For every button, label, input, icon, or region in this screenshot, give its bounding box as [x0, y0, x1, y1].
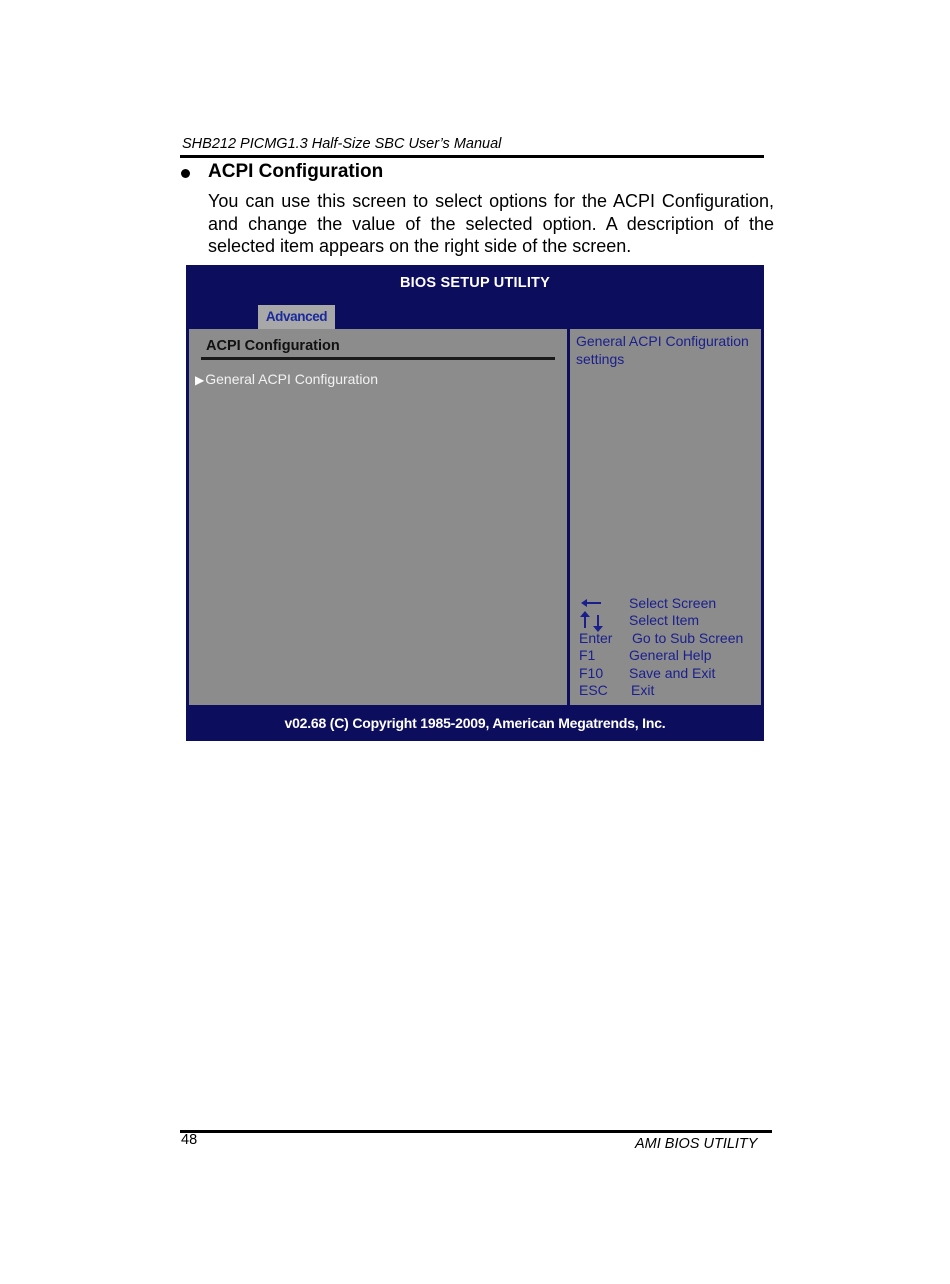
menu-item-label: General ACPI Configuration [205, 371, 378, 387]
submenu-arrow-icon: ▶ [195, 373, 205, 387]
manual-header-title: SHB212 PICMG1.3 Half-Size SBC User’s Manual [182, 136, 502, 152]
key-name: Enter [579, 629, 613, 646]
key-name: F1 [579, 647, 596, 664]
intro-paragraph: You can use this screen to select options for the ACPI Configuration, and change the value of the selected option. A description of the selected item appears on the right side of the screen. [208, 191, 774, 256]
key-description: Save and Exit [629, 664, 716, 681]
key-row [579, 647, 761, 664]
key-name: F10 [579, 664, 604, 681]
key-row [579, 612, 761, 629]
footer-rule [180, 1130, 772, 1133]
bios-screenshot [186, 265, 764, 741]
key-row [579, 665, 761, 682]
panel-heading-rule [201, 357, 555, 360]
menu-item-general-acpi-configuration[interactable] [195, 371, 378, 387]
key-description: Select Item [629, 612, 700, 629]
help-description: General ACPI Configuration settings [576, 333, 749, 367]
key-row [579, 630, 761, 647]
page-number: 48 [181, 1132, 198, 1148]
bios-main-panel [189, 329, 567, 705]
key-legend [579, 595, 761, 699]
bios-title: BIOS SETUP UTILITY [400, 275, 550, 291]
key-description: General Help [629, 647, 712, 664]
key-description: Go to Sub Screen [632, 629, 744, 646]
key-row [579, 682, 761, 699]
panel-heading: ACPI Configuration [206, 338, 340, 354]
key-description: Select Screen [629, 595, 717, 611]
bios-help-panel [570, 329, 761, 705]
key-name: ESC [579, 681, 608, 698]
bullet-icon [181, 169, 190, 178]
footer-title: AMI BIOS UTILITY [635, 1136, 758, 1152]
key-row [579, 595, 761, 612]
bios-copyright: v02.68 (C) Copyright 1985-2009, American Megatrends, Inc. [284, 715, 666, 731]
section-heading: ACPI Configuration [208, 161, 384, 182]
header-rule [180, 155, 764, 158]
key-description: Exit [631, 681, 655, 698]
tab-advanced[interactable]: Advanced [258, 305, 335, 329]
